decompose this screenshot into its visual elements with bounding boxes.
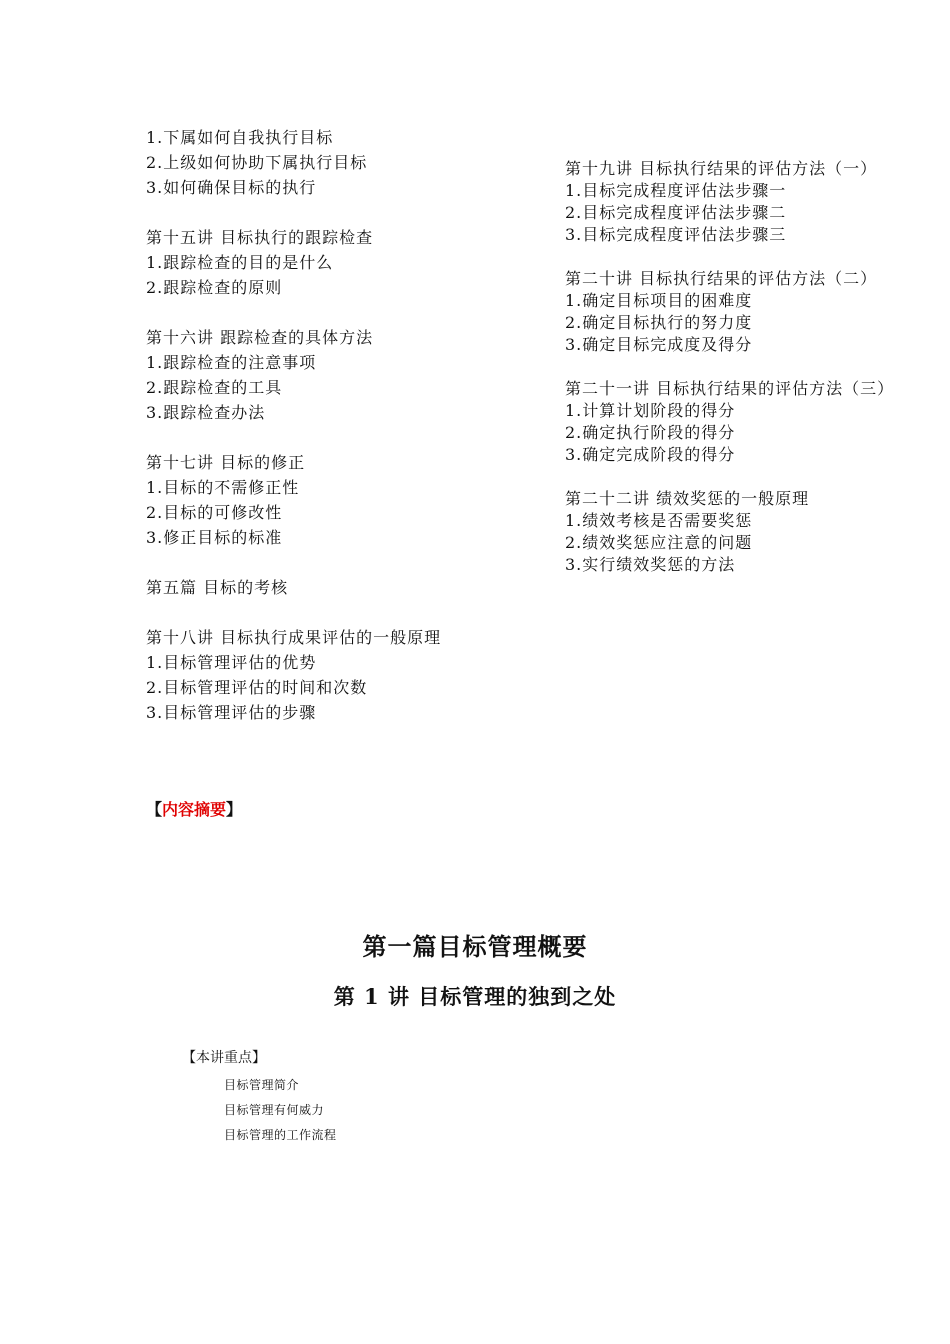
toc-item: 2.目标管理评估的时间和次数 [146, 678, 368, 697]
toc-intro-group [146, 125, 526, 200]
toc-item: 2.跟踪检查的原则 [146, 278, 283, 297]
toc-item: 2.跟踪检查的工具 [146, 378, 283, 397]
focus-item: 目标管理简介 [224, 1078, 300, 1092]
toc-item: 3.确定完成阶段的得分 [565, 445, 736, 464]
toc-heading: 第十八讲 目标执行成果评估的一般原理 [146, 628, 442, 647]
toc-section-16 [146, 325, 526, 425]
toc-heading: 第十六讲 跟踪检查的具体方法 [146, 328, 374, 347]
toc-item: 2.上级如何协助下属执行目标 [146, 153, 368, 172]
toc-item: 3.如何确保目标的执行 [146, 178, 317, 197]
part-title: 第一篇目标管理概要 [362, 932, 588, 961]
toc-section-19 [565, 158, 900, 246]
toc-heading: 第十七讲 目标的修正 [146, 453, 306, 472]
toc-item: 1.计算计划阶段的得分 [565, 401, 736, 420]
summary-open-bracket: 【 [146, 800, 163, 819]
toc-item: 1.跟踪检查的目的是什么 [146, 253, 334, 272]
focus-item: 目标管理有何威力 [224, 1103, 325, 1117]
toc-left-column [146, 125, 526, 750]
toc-item: 2.目标完成程度评估法步骤二 [565, 203, 787, 222]
toc-item: 1.确定目标项目的困难度 [565, 291, 753, 310]
toc-section-17 [146, 450, 526, 550]
toc-item: 2.绩效奖惩应注意的问题 [565, 533, 753, 552]
toc-item: 3.跟踪检查办法 [146, 403, 266, 422]
toc-item: 1.目标管理评估的优势 [146, 653, 317, 672]
lecture-focus-label: 【本讲重点】 [182, 1050, 266, 1066]
toc-item: 2.确定目标执行的努力度 [565, 313, 753, 332]
toc-item: 1.目标的不需修正性 [146, 478, 300, 497]
toc-item: 2.目标的可修改性 [146, 503, 283, 522]
toc-section-15 [146, 225, 526, 300]
lecture-focus-list [224, 1073, 337, 1148]
toc-item: 1.绩效考核是否需要奖惩 [565, 511, 753, 530]
toc-item: 3.实行绩效奖惩的方法 [565, 555, 736, 574]
toc-item: 1.跟踪检查的注意事项 [146, 353, 317, 372]
toc-item: 3.修正目标的标准 [146, 528, 283, 547]
toc-item: 3.目标管理评估的步骤 [146, 703, 317, 722]
toc-section-18 [146, 625, 526, 725]
toc-item: 1.下属如何自我执行目标 [146, 128, 334, 147]
toc-item: 3.目标完成程度评估法步骤三 [565, 225, 787, 244]
toc-heading: 第二十二讲 绩效奖惩的一般原理 [565, 489, 810, 508]
toc-item: 2.确定执行阶段的得分 [565, 423, 736, 442]
toc-part-heading: 第五篇 目标的考核 [146, 578, 289, 597]
toc-heading: 第二十一讲 目标执行结果的评估方法（三） [565, 379, 895, 398]
toc-part-5 [146, 575, 526, 600]
focus-item: 目标管理的工作流程 [224, 1128, 337, 1142]
summary-label-text: 内容摘要 [162, 800, 227, 819]
toc-section-21 [565, 378, 900, 466]
summary-close-bracket: 】 [226, 800, 243, 819]
toc-section-20 [565, 268, 900, 356]
toc-heading: 第十五讲 目标执行的跟踪检查 [146, 228, 374, 247]
toc-heading: 第二十讲 目标执行结果的评估方法（二） [565, 269, 878, 288]
toc-item: 1.目标完成程度评估法步骤一 [565, 181, 787, 200]
toc-right-column [565, 158, 900, 598]
toc-section-22 [565, 488, 900, 576]
lecture-title: 第 1 讲 目标管理的独到之处 [333, 984, 617, 1009]
toc-item: 3.确定目标完成度及得分 [565, 335, 753, 354]
content-summary-label [146, 799, 242, 821]
toc-heading: 第十九讲 目标执行结果的评估方法（一） [565, 159, 878, 178]
